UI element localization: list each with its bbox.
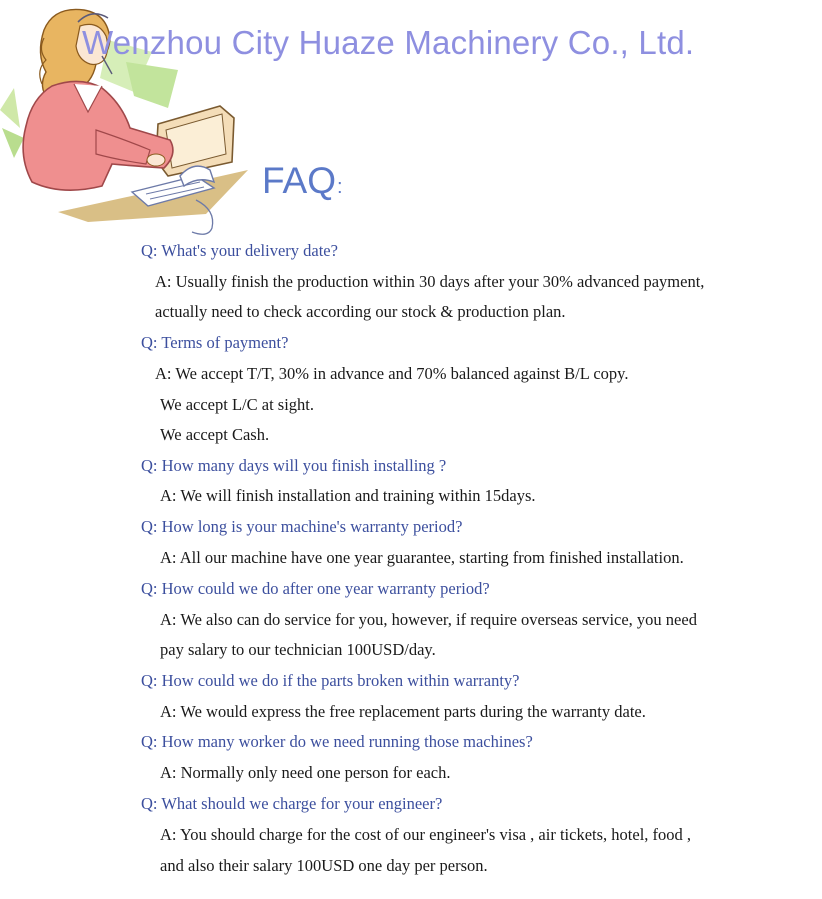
faq-answer: We accept L/C at sight. (160, 395, 314, 414)
faq-answer: A: All our machine have one year guarantee, starting from finished installation. (160, 548, 684, 567)
faq-answer: A: Usually finish the production within 30 days after your 30% advanced payment, (155, 272, 705, 291)
faq-question: Q: How many days will you finish installing ? (141, 456, 447, 475)
faq-question: Q: How could we do after one year warranty period? (141, 579, 490, 598)
faq-question: Q: How could we do if the parts broken within warranty? (141, 671, 520, 690)
faq-answer: A: We would express the free replacement parts during the warranty date. (160, 702, 646, 721)
faq-answer: pay salary to our technician 100USD/day. (160, 640, 436, 659)
faq-question: Q: How long is your machine's warranty period? (141, 517, 463, 536)
faq-answer: A: We will finish installation and training within 15days. (160, 486, 536, 505)
faq-question: Q: What should we charge for your engineer? (141, 794, 443, 813)
faq-question: Q: What's your delivery date? (141, 241, 338, 260)
faq-answer: A: Normally only need one person for each. (160, 763, 451, 782)
faq-answer: actually need to check according our stock & production plan. (155, 302, 566, 321)
faq-heading-colon: : (337, 176, 343, 198)
faq-answer: A: We also can do service for you, however, if require overseas service, you need (160, 610, 697, 629)
company-name: Wenzhou City Huaze Machinery Co., Ltd. (82, 24, 695, 61)
faq-answer: and also their salary 100USD one day per person. (160, 856, 488, 875)
faq-heading-text: FAQ (262, 160, 337, 201)
faq-question: Q: Terms of payment? (141, 333, 289, 352)
faq-answer: A: You should charge for the cost of our engineer's visa , air tickets, hotel, food , (160, 825, 692, 844)
faq-answer: A: We accept T/T, 30% in advance and 70% balanced against B/L copy. (155, 364, 629, 383)
faq-question: Q: How many worker do we need running those machines? (141, 732, 533, 751)
faq-answer: We accept Cash. (160, 425, 270, 444)
